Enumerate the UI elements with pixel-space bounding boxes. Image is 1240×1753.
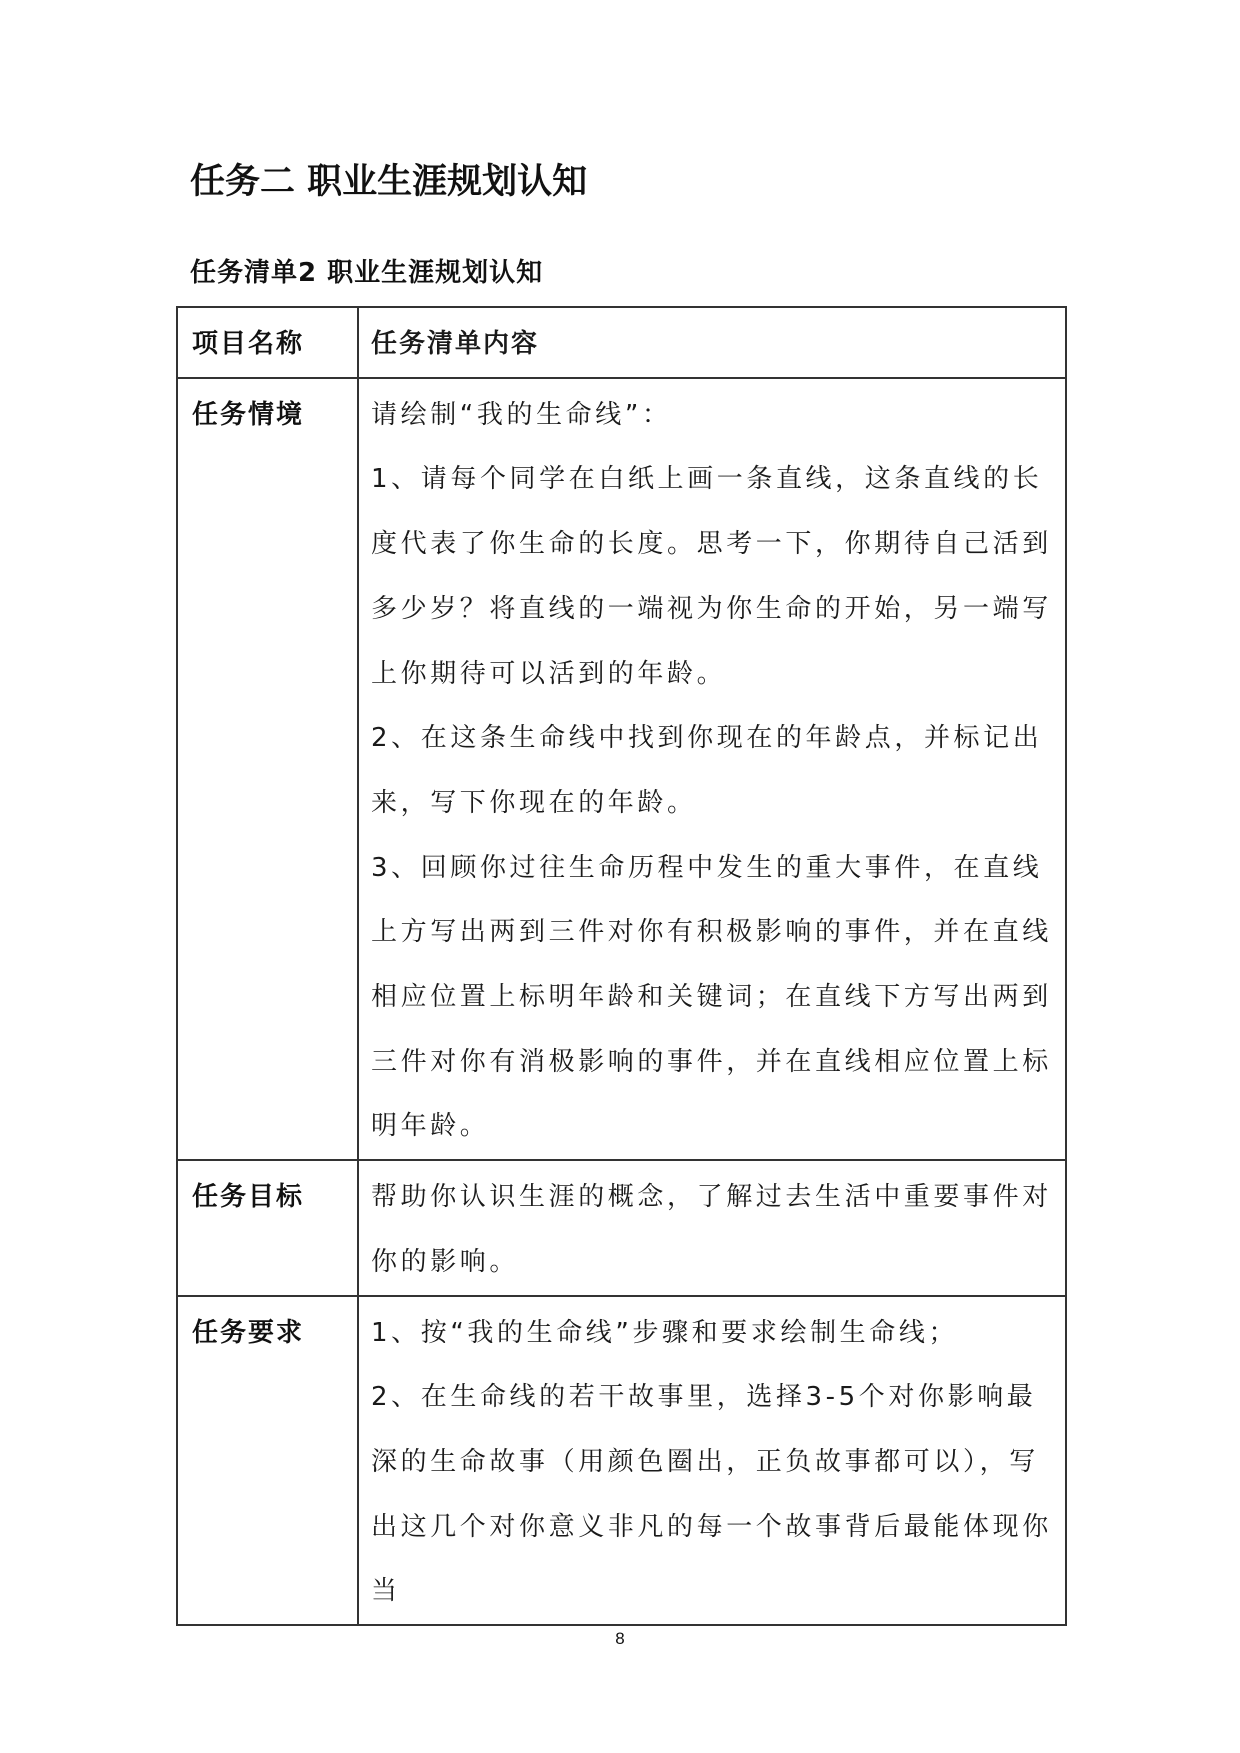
row-content (358, 1160, 1066, 1295)
content-paragraph: 1、按“我的生命线”步骤和要求绘制生命线； (371, 1317, 959, 1348)
page-number: 8 (615, 1629, 625, 1648)
table-caption: 任务清单2 职业生涯规划认知 (190, 258, 544, 288)
content-paragraph: 2、在生命线的若干故事里，选择3-5个对你影响最深的生命故事（用颜色圈出，正负故事都可以），写出这几个对你意义非凡的每一个故事背后最能体现你当 (371, 1382, 1052, 1607)
header-label-cell: 项目名称 (177, 307, 358, 378)
row-content (358, 1296, 1066, 1626)
content-paragraph: 请绘制“我的生命线”： (371, 399, 672, 430)
content-paragraph: 2、在这条生命线中找到你现在的年龄点，并标记出来，写下你现在的年龄。 (371, 723, 1043, 818)
table-row-situation (177, 378, 1066, 1160)
section-heading: 任务二 职业生涯规划认知 (190, 162, 588, 202)
table-row-goal (177, 1160, 1066, 1295)
row-label: 任务情境 (177, 378, 358, 1160)
header-content-cell: 任务清单内容 (358, 307, 1066, 378)
row-label: 任务目标 (177, 1160, 358, 1295)
table-row-requirements (177, 1296, 1066, 1626)
table-header-row (177, 307, 1066, 378)
row-label: 任务要求 (177, 1296, 358, 1626)
content-paragraph: 3、回顾你过往生命历程中发生的重大事件，在直线上方写出两到三件对你有积极影响的事件，并在直线相应位置上标明年龄和关键词；在直线下方写出两到三件对你有消极影响的事件，并在直线相应位置上标明年龄。 (371, 852, 1052, 1142)
content-paragraph: 1、请每个同学在白纸上画一条直线，这条直线的长度代表了你生命的长度。思考一下，你期待自己活到多少岁？将直线的一端视为你生命的开始，另一端写上你期待可以活到的年龄。 (371, 464, 1052, 689)
task-list-table (176, 306, 1067, 1626)
row-content (358, 378, 1066, 1160)
content-paragraph: 帮助你认识生涯的概念，了解过去生活中重要事件对你的影响。 (371, 1182, 1052, 1277)
